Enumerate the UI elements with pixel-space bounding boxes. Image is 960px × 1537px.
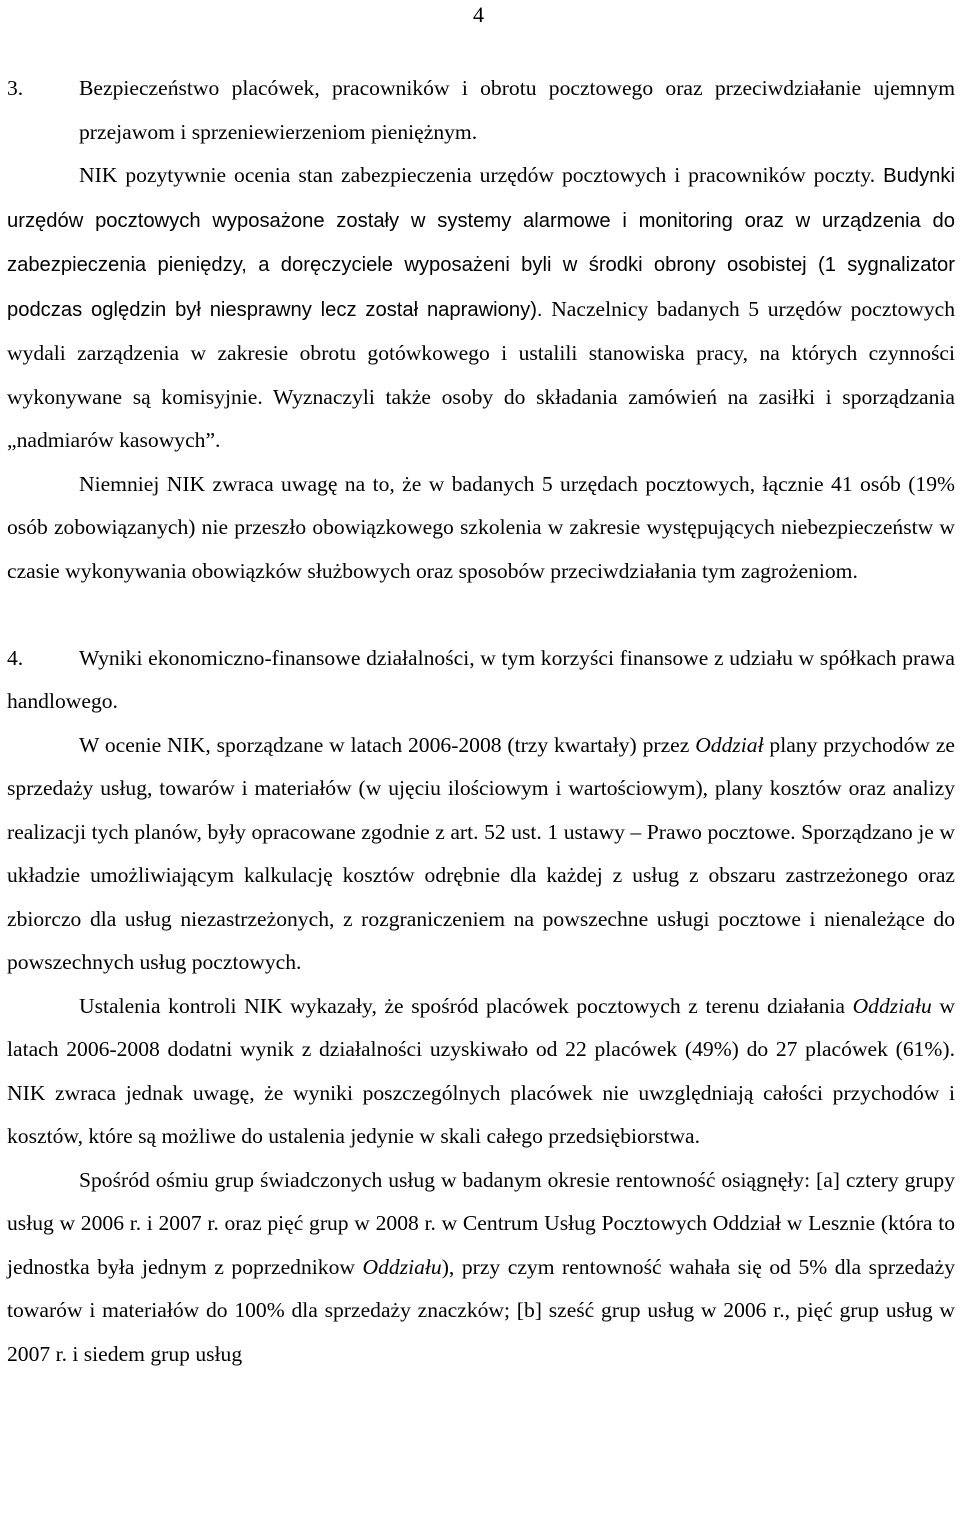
section-4-paragraph-3-b: ), przy czym rentowność wahała się od 5% dla sprzedaży towarów i materiałów do 100% dla sprzedaży znaczków; [b] sześć grup usług w 2006 r., pięć grup usług w 2007 r. i siedem grup usług bbox=[7, 1254, 956, 1366]
section-3-paragraph-2: Niemniej NIK zwraca uwagę na to, że w badanych 5 urzędach pocztowych, łącznie 41 osób (19% osób zobowiązanych) nie przeszło obowiązkowego szkolenia w zakresie występujących niebezpieczeństw w czasie wykonywania obowiązków służbowych oraz sposobów przeciwdziałania tym zagrożeniom. bbox=[7, 471, 955, 583]
section-4-paragraph-1-a: W ocenie NIK, sporządzane w latach 2006-2008 (trzy kwartały) przez bbox=[79, 732, 690, 757]
section-4-paragraph-3-a: Spośród ośmiu grup świadczonych usług w badanym okresie rentowność osiągnęły: [a] cztery grupy usług w 2006 r. i 2007 r. oraz pięć grup w 2008 r. w Centrum Usług Pocztowych Oddział w Lesznie (która to jednostka była jednym z poprzednikow bbox=[7, 1167, 955, 1279]
section-3-paragraph-1-sans: Budynki urzędów pocztowych wyposażone zostały w systemy alarmowe i monitoring oraz w urządzenia do zabezpieczenia pieniędzy, a doręczyciele wyposażeni byli w środki obrony osobistej (1 sygnalizator podczas oględzin był niesprawny lecz został naprawiony). bbox=[7, 165, 955, 321]
section-4-paragraph-1-b: plany przychodów ze sprzedaży usług, towarów i materiałów (w ujęciu ilościowym i wartościowym), plany kosztów oraz analizy realizacji tych planów, były opracowane zgodnie z art. 52 ust. 1 ustawy – Prawo pocztowe. Sporządzano je w układzie umożliwiającym kalkulację kosztów odrębnie dla każdej z usług z obszaru zastrzeżonego oraz zbiorczo dla usług niezastrzeżonych, z rozgraniczeniem na powszechne usługi pocztowe i nienależące do powszechnych usług pocztowych. bbox=[7, 732, 955, 974]
section-4-paragraph-2 bbox=[7, 985, 955, 1159]
section-3-paragraph-1 bbox=[7, 154, 955, 463]
section-4-title: Wyniki ekonomiczno-finansowe działalności, w tym korzyści finansowe z udziału w spółkach prawa handlowego. bbox=[7, 645, 955, 713]
section-3-title: Bezpieczeństwo placówek, pracowników i obrotu pocztowego oraz przeciwdziałanie ujemnym przejawom i sprzeniewierzeniom pieniężnym. bbox=[79, 76, 955, 144]
section-4-paragraph-1 bbox=[7, 724, 955, 985]
page-number: 4 bbox=[473, 2, 484, 27]
section-4-paragraph-2-b: w latach 2006-2008 dodatni wynik z działalności uzyskiwało od 22 placówek (49%) do 27 placówek (61%). NIK zwraca jednak uwagę, że wyniki poszczególnych placówek nie uwzględniają całości przychodów i kosztów, które są możliwe do ustalenia jedynie w skali całego przedsiębiorstwa. bbox=[7, 993, 955, 1148]
section-4-paragraph-3-italic: Oddziału bbox=[362, 1254, 442, 1279]
section-4-paragraph-3 bbox=[7, 1159, 955, 1377]
section-3-paragraph-1-intro: NIK pozytywnie ocenia stan zabezpieczenia urzędów pocztowych i pracowników poczty. bbox=[79, 163, 876, 187]
section-4-paragraph-2-a: Ustalenia kontroli NIK wykazały, że spośród placówek pocztowych z terenu działania bbox=[79, 993, 845, 1018]
section-4-heading bbox=[7, 637, 955, 724]
section-3-heading bbox=[7, 67, 955, 154]
section-4-paragraph-1-italic: Oddział bbox=[695, 732, 764, 757]
section-4-paragraph-2-italic: Oddziału bbox=[852, 993, 932, 1018]
document-body bbox=[7, 67, 955, 1376]
section-gap bbox=[7, 593, 955, 637]
section-3-number: 3. bbox=[7, 76, 24, 100]
section-4-number: 4. bbox=[7, 645, 24, 670]
section-3-paragraph-1-rest: Naczelnicy badanych 5 urzędów pocztowych wydali zarządzenia w zakresie obrotu gotówkowego i ustalili stanowiska pracy, na których czynności wykonywane są komisyjnie. Wyznaczyli także osoby do składania zamówień na zasiłki i sporządzania „nadmiarów kasowych”. bbox=[7, 296, 956, 452]
